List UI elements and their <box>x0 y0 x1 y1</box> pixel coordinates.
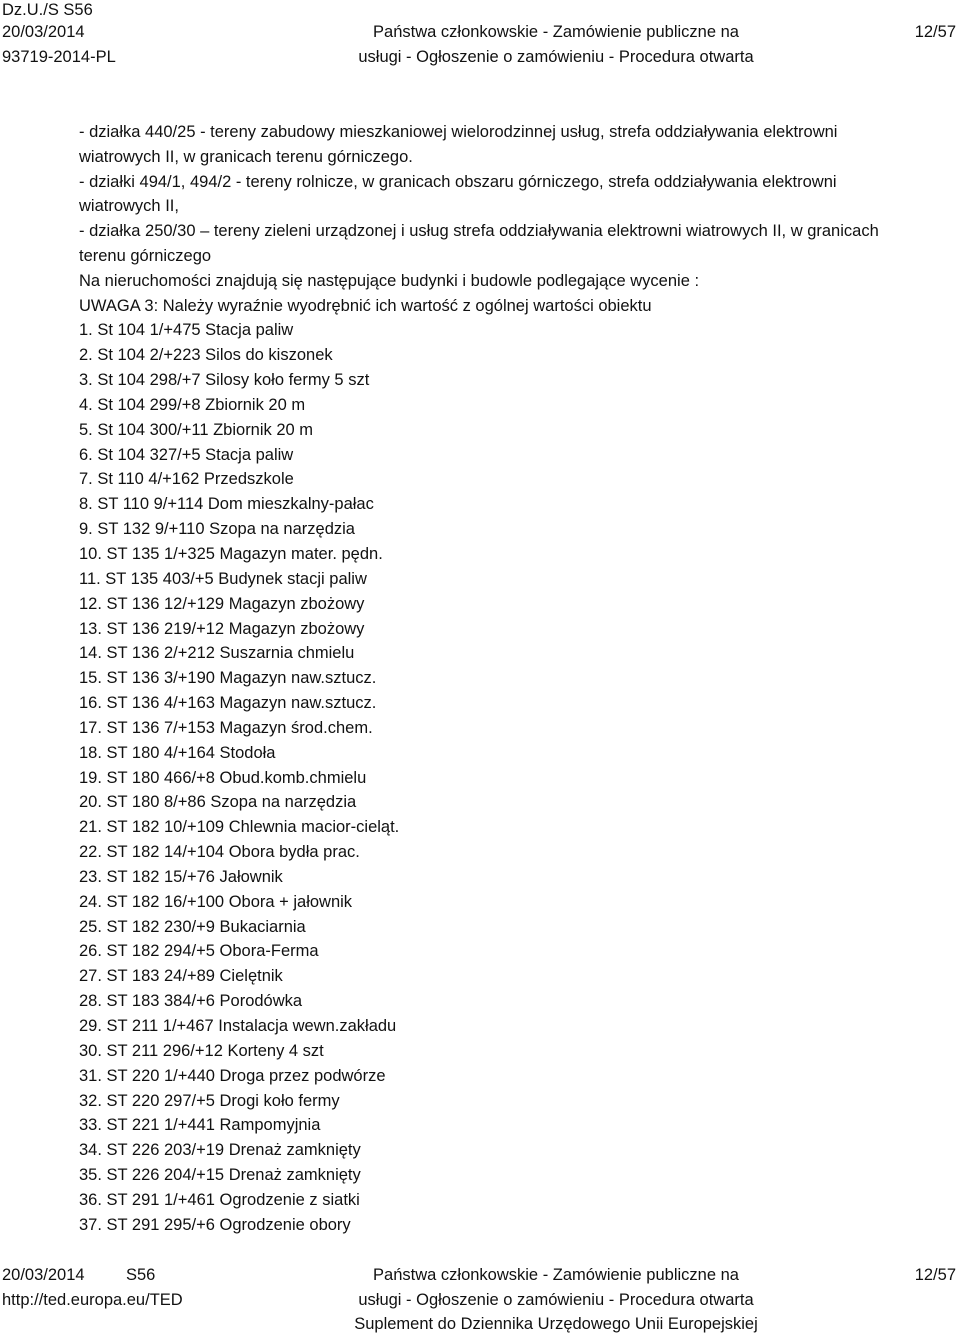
list-item: 11. ST 135 403/+5 Budynek stacji paliw <box>79 569 367 588</box>
list-item: 20. ST 180 8/+86 Szopa na narzędzia <box>79 793 357 812</box>
list-item: 6. St 104 327/+5 Stacja paliw <box>79 445 294 464</box>
list-item: 30. ST 211 296/+12 Korteny 4 szt <box>79 1041 324 1060</box>
list-item: 24. ST 182 16/+100 Obora + jałownik <box>79 892 353 911</box>
text-line: - działka 440/25 - tereny zabudowy mieszkaniowej wielorodzinnej usług, strefa oddziaływania elektrowni <box>79 123 838 141</box>
text-line: wiatrowych II, <box>79 197 179 216</box>
list-item: 13. ST 136 219/+12 Magazyn zbożowy <box>79 619 365 638</box>
list-item: 15. ST 136 3/+190 Magazyn naw.sztucz. <box>79 669 377 688</box>
footer-series: S56 <box>126 1266 156 1284</box>
list-item: 23. ST 182 15/+76 Jałownik <box>79 867 283 886</box>
footer-page-number: 12/57 <box>914 1266 956 1284</box>
list-item: 12. ST 136 12/+129 Magazyn zbożowy <box>79 594 365 613</box>
text-line: wiatrowych II, w granicach terenu górniczego. <box>79 147 413 166</box>
list-item: 16. ST 136 4/+163 Magazyn naw.sztucz. <box>79 694 377 713</box>
list-item: 33. ST 221 1/+441 Rampomyjnia <box>79 1116 321 1135</box>
header-page-number: 12/57 <box>914 23 956 41</box>
list-item: 17. ST 136 7/+153 Magazyn środ.chem. <box>79 718 373 737</box>
text-line: UWAGA 3: Należy wyraźnie wyodrębnić ich wartość z ogólnej wartości obiektu <box>79 296 652 315</box>
list-item: 28. ST 183 384/+6 Porodówka <box>79 992 303 1011</box>
list-item: 29. ST 211 1/+467 Instalacja wewn.zakładu <box>79 1017 397 1035</box>
list-item: 4. St 104 299/+8 Zbiornik 20 m <box>79 395 306 414</box>
list-item: 2. St 104 2/+223 Silos do kiszonek <box>79 346 333 365</box>
list-item: 8. ST 110 9/+114 Dom mieszkalny-pałac <box>79 495 374 514</box>
list-item: 35. ST 226 204/+15 Drenaż zamknięty <box>79 1166 361 1185</box>
text-line: terenu górniczego <box>79 246 212 265</box>
footer-date: 20/03/2014 <box>2 1266 85 1284</box>
list-item: 9. ST 132 9/+110 Szopa na narzędzia <box>79 520 355 539</box>
journal-reference: Dz.U./S S56 <box>2 1 93 19</box>
list-item: 36. ST 291 1/+461 Ogrodzenie z siatki <box>79 1190 360 1209</box>
intro-paragraph <box>79 120 959 318</box>
text-line: - działki 494/1, 494/2 - tereny rolnicze, w granicach obszaru górniczego, strefa oddziaływania elektrowni <box>79 172 837 191</box>
list-item: 14. ST 136 2/+212 Suszarnia chmielu <box>79 644 355 663</box>
footer-title-line2: usługi - Ogłoszenie o zamówieniu - Procedura otwarta <box>358 1291 754 1309</box>
list-item: 37. ST 291 295/+6 Ogrodzenie obory <box>79 1215 351 1234</box>
list-item: 19. ST 180 466/+8 Obud.komb.chmielu <box>79 768 367 787</box>
list-item: 5. St 104 300/+11 Zbiornik 20 m <box>79 420 314 439</box>
list-item: 3. St 104 298/+7 Silosy koło fermy 5 szt <box>79 371 370 390</box>
list-item: 7. St 110 4/+162 Przedszkole <box>79 470 294 489</box>
list-item: 27. ST 183 24/+89 Cielętnik <box>79 967 283 986</box>
document-id: 93719-2014-PL <box>2 48 116 66</box>
header-date: 20/03/2014 <box>2 23 85 41</box>
footer-title-line1: Państwa członkowskie - Zamówienie publiczne na <box>373 1266 739 1284</box>
list-item: 25. ST 182 230/+9 Bukaciarnia <box>79 917 306 936</box>
list-item: 1. St 104 1/+475 Stacja paliw <box>79 321 294 340</box>
header-title-line1: Państwa członkowskie - Zamówienie publiczne na <box>373 23 739 41</box>
header-title-line2: usługi - Ogłoszenie o zamówieniu - Procedura otwarta <box>358 48 754 66</box>
text-line: - działka 250/30 – tereny zieleni urządzonej i usług strefa oddziaływania elektrowni wiatrowych II, w granicach <box>79 222 879 241</box>
list-item: 34. ST 226 203/+19 Drenaż zamknięty <box>79 1141 361 1160</box>
building-list <box>79 318 959 1237</box>
text-line: Na nieruchomości znajdują się następujące budynki i budowle podlegające wycenie : <box>79 271 700 290</box>
footer-title-line3: Suplement do Dziennika Urzędowego Unii Europejskiej <box>354 1315 758 1333</box>
list-item: 18. ST 180 4/+164 Stodoła <box>79 743 276 762</box>
footer-url: http://ted.europa.eu/TED <box>2 1291 183 1309</box>
document-body <box>79 120 959 1238</box>
list-item: 32. ST 220 297/+5 Drogi koło fermy <box>79 1091 340 1110</box>
list-item: 26. ST 182 294/+5 Obora-Ferma <box>79 942 319 961</box>
list-item: 10. ST 135 1/+325 Magazyn mater. pędn. <box>79 544 383 563</box>
list-item: 22. ST 182 14/+104 Obora bydła prac. <box>79 843 360 862</box>
list-item: 31. ST 220 1/+440 Droga przez podwórze <box>79 1066 386 1085</box>
list-item: 21. ST 182 10/+109 Chlewnia macior-cieląt. <box>79 818 400 837</box>
